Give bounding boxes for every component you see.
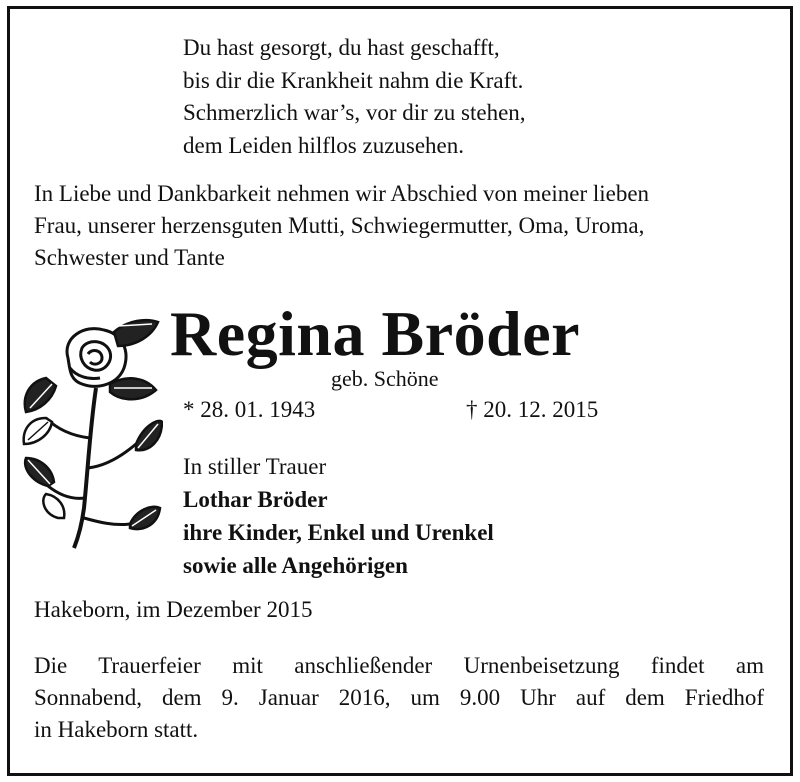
birth-name: geb. Schöne: [331, 366, 439, 391]
birth-date: * 28. 01. 1943: [183, 397, 316, 422]
mourner-name: sowie alle Angehörigen: [183, 553, 408, 578]
mourners-intro: In stiller Trauer: [183, 454, 327, 479]
poem-line: Schmerzlich war’s, vor dir zu stehen,: [183, 100, 526, 125]
poem-line: dem Leiden hilflos zuzusehen.: [183, 132, 465, 158]
poem-line: Du hast gesorgt, du hast geschafft,: [183, 35, 500, 60]
funeral-line: Sonnabend, dem 9. Januar 2016, um 9.00 Uhr auf dem Friedhof: [34, 685, 764, 710]
mourner-name: ihre Kinder, Enkel und Urenkel: [183, 520, 494, 545]
intro-line: In Liebe und Dankbarkeit nehmen wir Abschied von meiner lieben: [34, 181, 650, 206]
place-date: Hakeborn, im Dezember 2015: [34, 597, 313, 622]
deceased-name: Regina Bröder: [170, 298, 580, 369]
poem: [183, 32, 526, 162]
intro-line: Frau, unserer herzensguten Mutti, Schwiegermutter, Oma, Uroma,: [34, 213, 645, 238]
rose-illustration-icon: [18, 318, 163, 550]
intro-line: Schwester und Tante: [34, 245, 225, 270]
funeral-line: Die Trauerfeier mit anschließender Urnenbeisetzung findet am: [34, 653, 764, 678]
funeral-line: in Hakeborn statt.: [34, 717, 199, 742]
farewell-intro: [34, 178, 649, 274]
death-date: † 20. 12. 2015: [466, 397, 599, 422]
mourners: [183, 450, 494, 582]
poem-line: bis dir die Krankheit nahm die Kraft.: [183, 67, 524, 93]
mourner-name: Lothar Bröder: [183, 487, 328, 512]
funeral-info: [34, 650, 764, 746]
